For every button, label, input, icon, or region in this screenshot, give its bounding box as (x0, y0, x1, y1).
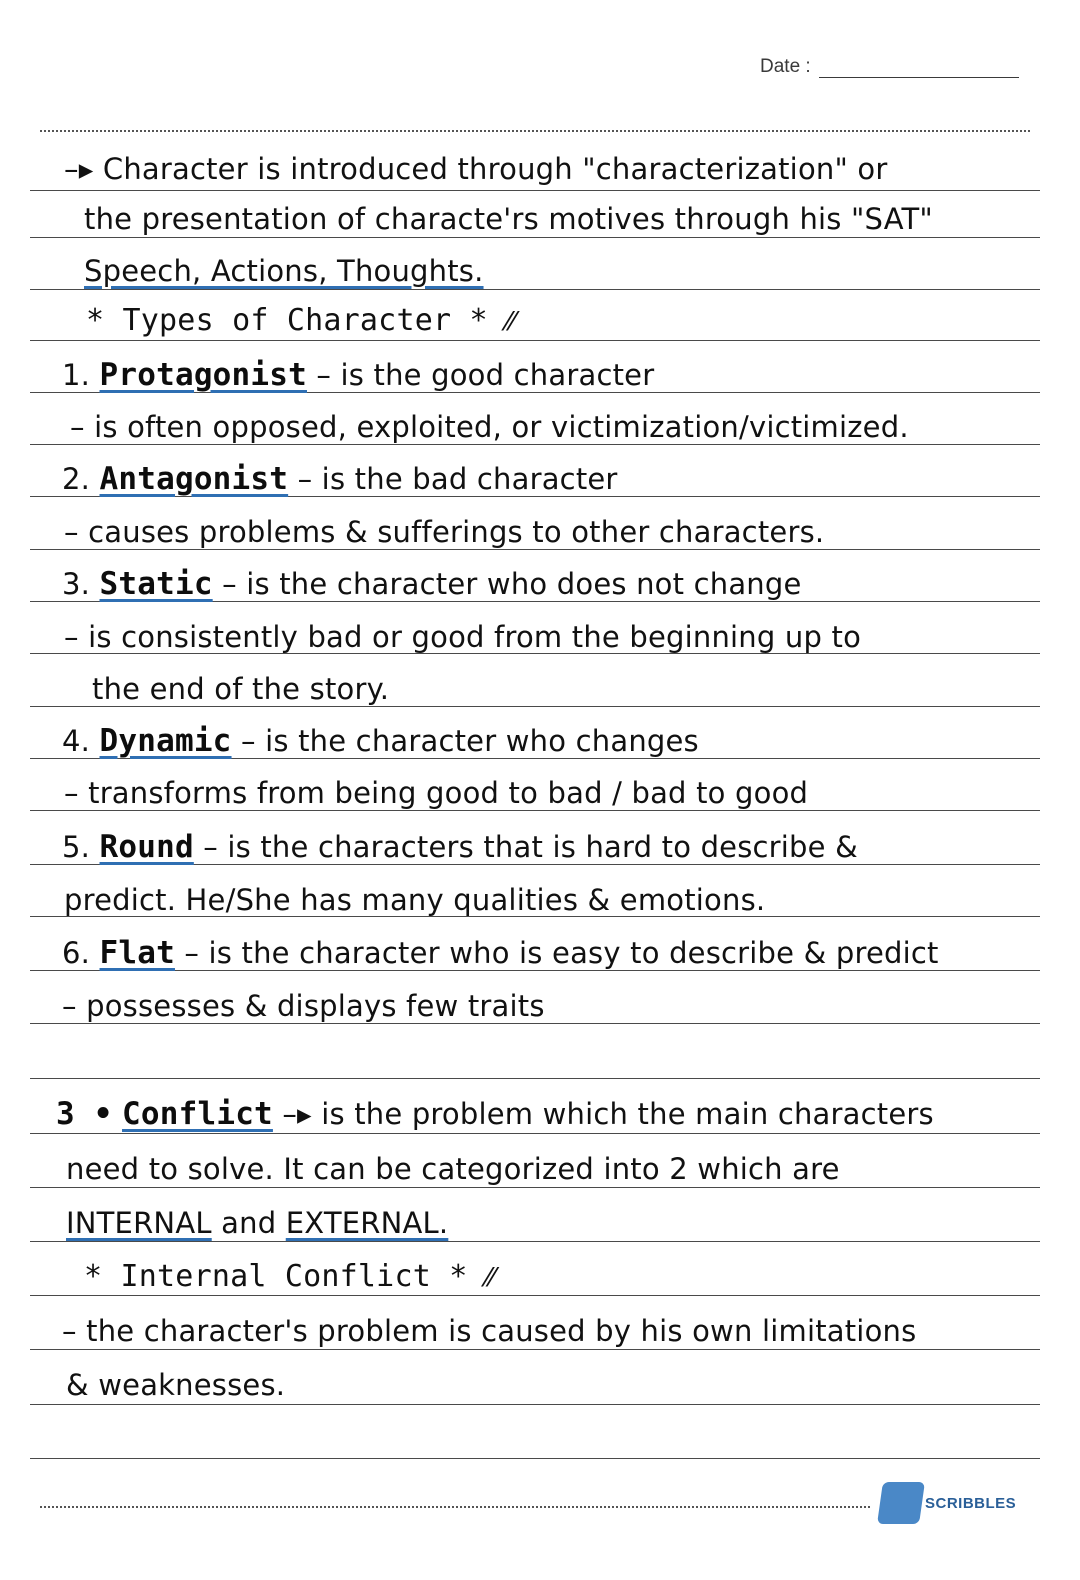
note-line: the end of the story. (92, 672, 390, 706)
external-label: EXTERNAL. (285, 1206, 449, 1240)
ruled-line (30, 1133, 1040, 1134)
type-definition: – is the good character (316, 358, 655, 392)
type-term: Flat (99, 935, 175, 971)
type-1 (62, 358, 654, 392)
conflict-term: Conflict (122, 1096, 273, 1132)
ruled-line (30, 444, 1040, 445)
emphasis-marks-icon: ⁄⁄ (485, 1263, 495, 1293)
ruled-line (30, 1078, 1040, 1079)
bottom-dotted-rule (40, 1506, 870, 1508)
ruled-line (30, 1458, 1040, 1459)
section-number: 3 • (56, 1096, 113, 1132)
ruled-line (30, 237, 1040, 238)
scribbles-logo (880, 1482, 1016, 1524)
note-line: – transforms from being good to bad / bad to good (64, 776, 809, 810)
scribbles-logo-icon (877, 1482, 925, 1524)
type-6 (62, 936, 939, 970)
conflict-heading (56, 1097, 934, 1131)
note-line: – causes problems & sufferings to other characters. (64, 515, 825, 549)
type-definition: – is the character who changes (240, 724, 699, 758)
logo-text: SCRIBBLES (925, 1494, 1017, 1512)
types-heading-text: * Types of Character * (86, 303, 488, 338)
type-term: Dynamic (99, 723, 232, 759)
conflict-categories (66, 1206, 448, 1240)
type-term: Static (99, 566, 213, 602)
note-line: – is consistently bad or good from the beginning up to (64, 620, 862, 654)
type-term: Protagonist (99, 357, 307, 393)
note-line: the presentation of characte'rs motives through his "SAT" (84, 202, 933, 236)
ruled-line (30, 1404, 1040, 1405)
ruled-line (30, 1187, 1040, 1188)
ruled-line (30, 1241, 1040, 1242)
type-definition: – is the character who is easy to describe & predict (184, 936, 939, 970)
type-number: 6. (62, 936, 91, 970)
internal-conflict-heading (84, 1260, 495, 1295)
type-definition: – is the character who does not change (222, 567, 802, 601)
date-field (760, 56, 1019, 78)
internal-heading-text: * Internal Conflict * (84, 1259, 468, 1294)
note-line: – the character's problem is caused by his own limitations (62, 1314, 917, 1348)
ruled-line (30, 1349, 1040, 1350)
type-number: 3. (62, 567, 91, 601)
type-term: Antagonist (99, 461, 289, 497)
note-line: need to solve. It can be categorized into 2 which are (66, 1152, 840, 1186)
type-number: 1. (62, 358, 91, 392)
ruled-line (30, 340, 1040, 341)
type-term: Round (99, 829, 194, 865)
top-dotted-rule (40, 130, 1030, 132)
type-5 (62, 830, 858, 864)
ruled-line (30, 289, 1040, 290)
ruled-line (30, 1295, 1040, 1296)
type-number: 5. (62, 830, 91, 864)
note-line: Speech, Actions, Thoughts. (84, 254, 484, 288)
ruled-line (30, 970, 1040, 971)
note-line: –▸ Character is introduced through "characterization" or (64, 152, 888, 186)
emphasis-marks-icon: ⁄⁄ (506, 307, 516, 337)
types-heading (86, 304, 515, 339)
type-number: 2. (62, 462, 91, 496)
note-line: – possesses & displays few traits (62, 989, 545, 1023)
ruled-line (30, 810, 1040, 811)
type-number: 4. (62, 724, 91, 758)
date-label: Date : (760, 56, 811, 77)
type-3 (62, 567, 802, 601)
ruled-line (30, 549, 1040, 550)
conflict-definition: –▸ is the problem which the main characters (282, 1097, 934, 1131)
note-line: predict. He/She has many qualities & emotions. (64, 883, 766, 917)
ruled-line (30, 1023, 1040, 1024)
internal-label: INTERNAL (66, 1206, 212, 1240)
type-4 (62, 724, 699, 758)
ruled-line (30, 706, 1040, 707)
date-blank-line (819, 59, 1019, 78)
type-definition: – is the characters that is hard to describe & (203, 830, 858, 864)
note-line: – is often opposed, exploited, or victimization/victimized. (70, 410, 909, 444)
type-definition: – is the bad character (297, 462, 618, 496)
ruled-line (30, 190, 1040, 191)
note-line: & weaknesses. (66, 1368, 286, 1402)
type-2 (62, 462, 618, 496)
and-label: and (221, 1206, 277, 1240)
